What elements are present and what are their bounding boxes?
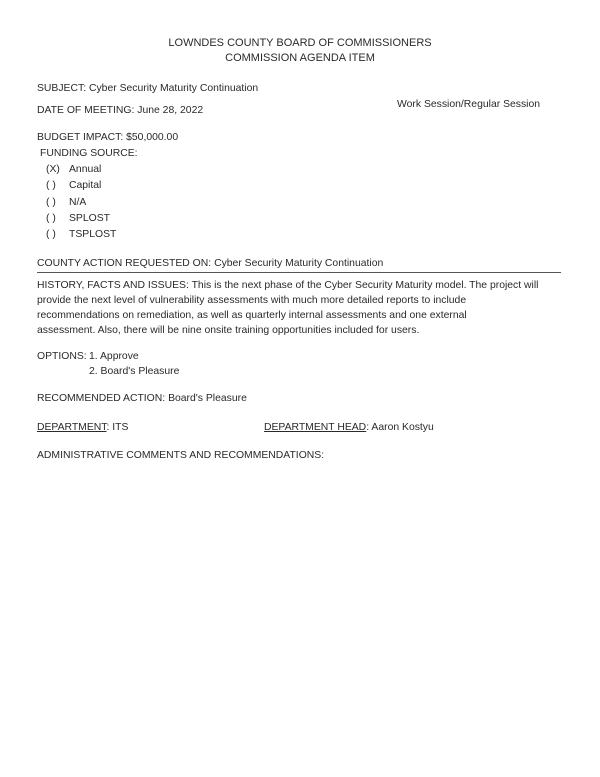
recommended-action-label: RECOMMENDED ACTION: bbox=[37, 393, 166, 404]
options-label: OPTIONS: bbox=[37, 351, 87, 362]
department-head-line bbox=[264, 423, 434, 433]
funding-option-tsplost bbox=[46, 230, 116, 240]
administrative-comments-label: ADMINISTRATIVE COMMENTS AND RECOMMENDATIONS: bbox=[37, 450, 325, 461]
subject-value: Cyber Security Maturity Continuation bbox=[88, 83, 259, 94]
department-value: : ITS bbox=[106, 422, 129, 433]
checkbox-mark: (X) bbox=[46, 164, 60, 175]
header-subtitle: COMMISSION AGENDA ITEM bbox=[225, 52, 375, 64]
checkbox-mark: ( ) bbox=[46, 229, 56, 240]
history-line: assessment. Also, there will be nine onsite training opportunities included for users. bbox=[37, 325, 420, 336]
funding-option-label: Capital bbox=[69, 180, 102, 191]
funding-option-label: N/A bbox=[69, 197, 87, 208]
checkbox-mark: ( ) bbox=[46, 180, 56, 191]
header-title: LOWNDES COUNTY BOARD OF COMMISSIONERS bbox=[168, 37, 432, 49]
recommended-action-value: Board's Pleasure bbox=[168, 393, 247, 404]
funding-option-na bbox=[46, 198, 86, 208]
department-head-value: : Aaron Kostyu bbox=[366, 422, 434, 433]
history-line: recommendations on remediation, as well as quarterly internal assessments and one external bbox=[37, 310, 467, 321]
funding-option-annual bbox=[46, 165, 101, 175]
subject-line bbox=[37, 84, 258, 94]
history-facts-issues bbox=[37, 278, 557, 338]
county-action-value: Cyber Security Maturity Continuation bbox=[214, 258, 384, 269]
section-divider bbox=[37, 272, 561, 273]
funding-option-label: TSPLOST bbox=[69, 229, 117, 240]
checkbox-mark: ( ) bbox=[46, 197, 56, 208]
funding-option-label: SPLOST bbox=[69, 213, 110, 224]
department-label: DEPARTMENT bbox=[37, 422, 107, 433]
subject-label: SUBJECT: bbox=[37, 83, 87, 94]
county-action-label: COUNTY ACTION REQUESTED ON: bbox=[37, 258, 212, 269]
option-item-approve: 1. Approve bbox=[89, 351, 139, 362]
funding-source-label: FUNDING SOURCE: bbox=[40, 148, 138, 159]
funding-option-capital bbox=[46, 181, 101, 191]
meeting-date-value: June 28, 2022 bbox=[137, 105, 204, 116]
recommended-action-line bbox=[37, 394, 247, 404]
meeting-date-label: DATE OF MEETING: bbox=[37, 105, 135, 116]
history-line: HISTORY, FACTS AND ISSUES: This is the next phase of the Cyber Security Maturity model. The project will bbox=[37, 280, 539, 291]
checkbox-mark: ( ) bbox=[46, 213, 56, 224]
funding-option-label: Annual bbox=[69, 164, 102, 175]
history-line: provide the next level of vulnerability assessments with much more detailed reports to include bbox=[37, 295, 467, 306]
county-action-line bbox=[37, 259, 383, 269]
budget-impact-line bbox=[37, 133, 178, 143]
funding-option-splost bbox=[46, 214, 110, 224]
department-head-label: DEPARTMENT HEAD bbox=[264, 422, 367, 433]
session-type: Work Session/Regular Session bbox=[397, 99, 541, 110]
department-line bbox=[37, 423, 128, 433]
budget-impact-value: $50,000.00 bbox=[126, 132, 179, 143]
option-item-boards-pleasure: 2. Board's Pleasure bbox=[89, 366, 180, 377]
budget-impact-label: BUDGET IMPACT: bbox=[37, 132, 124, 143]
meeting-date-line bbox=[37, 106, 203, 116]
